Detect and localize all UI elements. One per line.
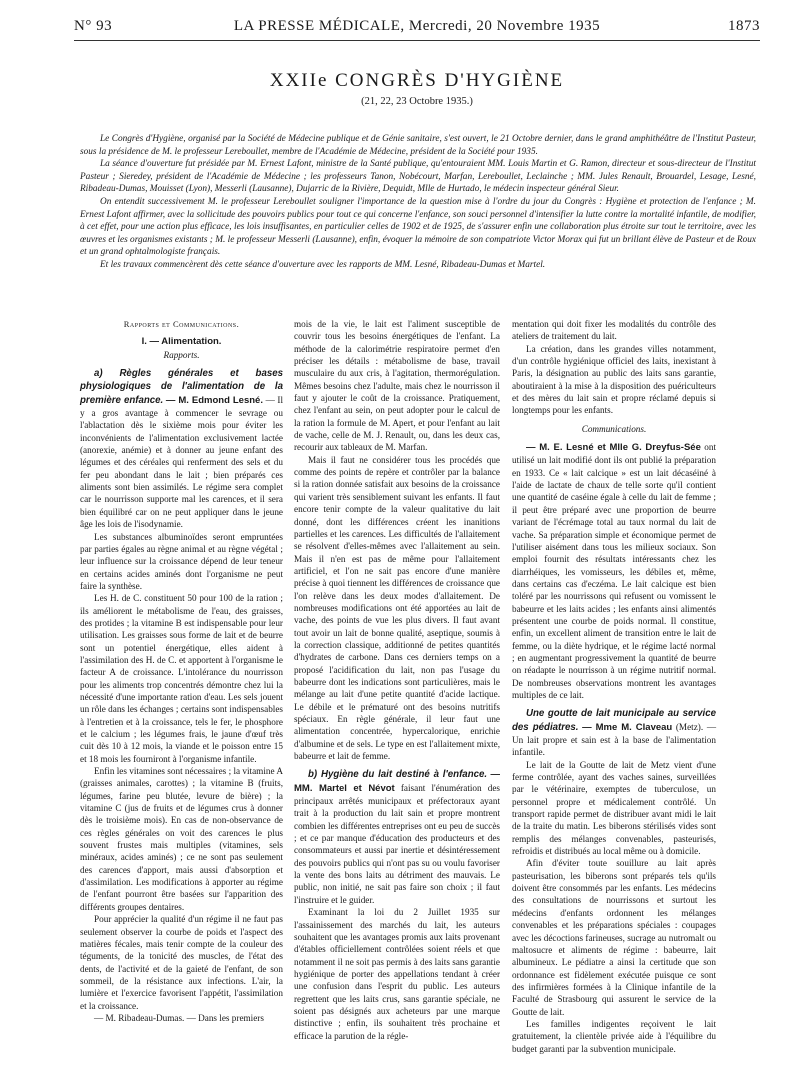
body-paragraph: Les substances albuminoïdes seront empruntées par parties égales au règne animal et au règne végétal ; leur influence sur la croissance dépend de leur teneur en certains acides aminés dont l'organisme ne peut faire la synthèse. — [80, 531, 283, 591]
body-text: faisant l'énumération des principaux arrêtés municipaux et préfectoraux ayant trait à la production du lait sain et propre montrent combien les différentes entreprises ont eu peu de succès ; et ce par manque d'éducation des producteurs et des consommateurs et aussi par inertie et désintéressement des pouvoirs publics qui n'ont pas su ou voulu favoriser la vente des bons laits au détriment des mauvais. Le public, non initié, ne sait pas faire son choix ; il faut l'instruire et le guider. — [294, 782, 500, 905]
intro-paragraph: Et les travaux commencèrent dès cette séance d'ouverture avec les rapports de MM. Lesné, Ribadeau-Dumas et Martel. — [100, 259, 546, 270]
body-paragraph: Enfin les vitamines sont nécessaires ; la vitamine A (graisses animales, carottes) ; la vitamine B (fruits, légumes, farine peu blutée, levure de bière) ; la vitamine C (jus de fruits et de légumes crus à donner dès le troisième mois). En cas de non-observance de ces règles générales on voit des carences le plus souvent frustes mais multiples (vitamines, sels minéraux, acides aminés) ; ce ne sont pas seulement des carences d'apport, mais aussi d'absorption et d'assimilation. Les modifications à apporter au régime de l'enfant pourront être basées sur l'apparition des différents groupes dentaires. — [80, 766, 283, 912]
body-paragraph: Examinant la loi du 2 Juillet 1935 sur l'assainissement des marchés du lait, les auteurs souhaitent que les avantages promis aux laits provenant d'étables officiellement contrôlées soient réels et que notamment il ne soit pas permis à des laits sans garantie hygiénique de porter des appellations tendant à créer une confusion dans l'esprit du public. Les auteurs regrettent que les laits crus, sans garantie spéciale, ne soient pas désignés aux acheteurs par une marque distinctive ; enfin, ils souhaitent très prochaine et efficace la parution de la régle- — [294, 907, 500, 1041]
body-paragraph: Les familles indigentes reçoivent le lait gratuitement, la clientèle privée aide à l'équilibre du budget garanti par la subvention municipale. — [512, 1018, 716, 1054]
body-text: — Un lait propre et sain est à la base de l'alimentation infantile. — [512, 721, 716, 758]
intro-paragraph: On entendit successivement M. le professeur Lereboullet souligner l'importance de la question mise à l'ordre du jour du Congrès : Hygiène et protection de l'enfance ; M. Ernest Lafont affirmer, avec la sollicitude des pouvoirs publics pour tout ce qui concerne l'enfance, son souci personnel d'intensifier la lutte contre la mortalité infantile, de modifier, à cet effet, pour une action plus efficace, les lois insuffisantes, en particulier celles de 1902 et de 1925, de s'assurer enfin une collaboration plus étroite sur tout le territoire, avec les œuvres et les organismes existants ; M. le professeur Messerli (Lausanne), enfin, évoquer la mémoire de son compatriote Victor Morax qui fut un brillant élève de Pasteur et de Roux et un grand ophtalmologiste français. — [80, 196, 756, 258]
subsection-heading: I. — Alimentation. — [141, 336, 222, 348]
body-paragraph: — M. Ribadeau-Dumas. — Dans les premiers — [94, 1012, 264, 1023]
intro-block — [80, 133, 756, 272]
comm2-title: Une goutte de lait municipale au service des pédiatres. — [512, 708, 716, 733]
item-b-heading — [294, 768, 500, 906]
section-heading: Rapports et Communications. — [123, 319, 240, 329]
communication-1 — [512, 441, 716, 701]
comm1-author: — M. E. Lesné et Mlle G. Dreyfus-Sée — [526, 442, 701, 454]
article-title: XXIIe CONGRÈS D'HYGIÈNE — [269, 70, 565, 91]
body-paragraph: Le lait de la Goutte de lait de Metz vient d'une ferme contrôlée, ayant des vaches saines, surveillées par le vétérinaire, exemptes de tuberculose, un personnel propre et médicalement contrôlé. Un transport rapide permet de distribuer avant midi le lait de la traite du matin. Les biberons stérilisés vides sont remplis des mélanges convenables, pasteurisés, refroidis et distribués au local même ou à domicile. — [512, 759, 716, 857]
journal-title: LA PRESSE MÉDICALE, Mercredi, 20 Novembre 1935 — [233, 18, 601, 34]
intro-paragraph: Le Congrès d'Hygiène, organisé par la Société de Médecine publique et de Génie sanitaire, s'est ouvert, le 21 Octobre dernier, dans le grand amphithéâtre de l'Institut Pasteur, sous la présidence de M. le professeur Lereboullet, membre de l'Académie de Médecine, président de la Société pour 1935. — [80, 134, 756, 157]
body-text: — Il y a gros avantage à commencer le sevrage ou l'ablactation dès le sixième mois pour éviter les inconvénients de l'alimentation exclusivement lactée (anorexie, anémie) et à donner au jeune enfant des légumes et des céréales qui renferment des sels et du fer peu abondant dans le lait ; bien préparés ces aliments sont bien assimilés. Le régime sera complet car le nourrisson supporte mal les carences, et il sera bien équilibré car on ne peut appliquer dans le jeune âge les lois de l'isodynamie. — [80, 394, 284, 530]
intro-paragraph: La séance d'ouverture fut présidée par M. Ernest Lafont, ministre de la Santé publique, qu'entouraient MM. Louis Martin et G. Ramon, directeur et sous-directeur de l'Institut Pasteur ; Sieredey, président de l'Académie de Médecine ; les professeurs Tanon, Nobécourt, Marfan, Lereboullet, Leclainche ; MM. Jules Renault, Brouardel, Lesage, Lesné, Ribadeau-Dumas, Mouisset (Lyon), Messerli (Lausanne), Dujarric de la Rivière, Dequidt, Mlle de Hurtado, le médecin inspecteur général Sieur. — [80, 159, 756, 195]
item-a-heading — [80, 367, 283, 530]
subsection-subheading: Rapports. — [163, 349, 200, 360]
header-rule — [74, 40, 760, 41]
body-paragraph: La création, dans les grandes villes notamment, d'un contrôle hygiénique officiel des laits, inexistant à Paris, la désignation au public des laits sans garantie, aboutiraient à la mise à la disposition des puériculteurs et des mères du lait sain et propre réclamé depuis si longtemps pour les enfants. — [512, 343, 716, 416]
item-b-author: — MM. Martel et Névot — [294, 769, 501, 794]
item-b-title: b) Hygiène du lait destiné à l'enfance. — [308, 769, 488, 781]
body-paragraph: Afin d'éviter toute souillure au lait après pasteurisation, les biberons sont préparés tels qu'ils doivent être consommés par les enfants. Les médecins des consultations de nourrissons et surtout les médecins d'enfants ordonnent les mélanges convenables et les préparations spéciales : coupages avec les décoctions farineuses, sucrage au nutromalt ou maltosucre et aliments de régime : babeurre, lait albumineux. Le pédiatre a ainsi la certitude que son ordonnance est fidèlement exécutée puisque ce sont des infirmières formées à la Clinique infantile de la Faculté de Strasbourg qui assurent le service de la Goutte de lait. — [512, 858, 716, 1017]
column-1 — [80, 318, 283, 1024]
body-paragraph: mentation qui doit fixer les modalités du contrôle des ateliers de traitement du lait. — [512, 319, 716, 342]
item-a-title: a) Règles générales et bases physiologiques de l'alimentation de la première enfance. — [80, 368, 283, 406]
body-paragraph: Mais il faut ne considérer tous les procédés que comme des points de repère et contrôler par la balance si la ration donnée satisfait aux besoins de la croissance qui varient très sensiblement suivant les enfants. Il faut encore tenir compte de la valeur qualitative du lait donné, dont les différences créent les inanitions partielles et les carences. Les difficultés de l'allaitement se résolvent d'elles-mêmes avec l'allaitement au sein. Mais il n'en est pas de même pour l'allaitement artificiel, et l'on ne sait pas encore d'une manière précise à quoi tiennent les différences de croissance que l'on relève dans les deux modes d'allaitement. De nombreuses modifications ont été apportées au lait de vache, des points de vue les plus divers. Il faut avant tout avoir un lait de bonne qualité, aseptique, soumis à la correction classique, additionné de petites quantités d'hydrates de carbone. Dans ces derniers temps on a proposé l'acidification du lait, non pas l'usage du babeurre dont les indications sont particulières, mais le mélange au lait d'une petite quantité d'acide lactique. Le débile et le prématuré ont des besoins nutritifs spéciaux. En règle générale, il leur faut une alimentation concentrée, hypercalorique, enrichie d'albumine et de sels. Le type en est l'allaitement mixte, babeurre et lait de femme. — [294, 454, 500, 762]
body-paragraph: Pour apprécier la qualité d'un régime il ne faut pas seulement observer la courbe de poids et l'aspect des matières fécales, mais tenir compte de la couleur des téguments, de la tonicité des muscles, de l'état des dents, de l'activité et de la gaieté de l'enfant, de son sommeil, de la résistance aux infections. L'air, la lumière et l'exercice favorisent l'appétit, l'assimilation et la croissance. — [80, 914, 283, 1011]
communication-2 — [512, 707, 716, 758]
communications-heading: Communications. — [581, 423, 647, 434]
item-a-author: — M. Edmond Lesné. — [165, 394, 263, 406]
column-2 — [294, 318, 500, 1042]
column-3 — [512, 318, 716, 1055]
page-number: 1873 — [728, 18, 760, 34]
body-paragraph: mois de la vie, le lait est l'aliment susceptible de couvrir tous les besoins énergétiques de l'enfant. La méthode de la calorimétrie respiratoire permet d'en préciser les détails : métabolisme de base, travail musculaire du aux cris, à l'agitation, thermorégulation. Mêmes besoins chez l'adulte, mais chez le nourrisson il faut y ajouter le coût de la croissance. Pratiquement, chez l'enfant au sein, on peut adopter pour le calcul de la ration la formule de M. Apert, et pour l'enfant au lait de vache, celle de M. J. Renault, ou, dans les deux cas, recourir aux tableaux de M. Marfan. — [294, 319, 500, 453]
comm2-city: (Metz). — [675, 721, 704, 732]
body-text: ont utilisé un lait modifié dont ils ont publié la préparation en 1933. Ce « lait calcique » est un lait décaséiné à l'aide de lactate de chaux de telle sorte qu'il contient une quantité de caséine égale à celle du lait de femme ; il peut être préparé avec une proportion de beurre variant de l'écrémage total au taux normal du lait de vache. Sa préparation simple et économique permet de l'utiliser aisément dans tous les milieux sociaux. Son emploi fournit des résultats intéressants chez les diarrhéiques, les vomisseurs, les débiles et, même, dans certains cas d'eczéma. Le lait calcique est bien toléré par les nourrissons qui refusent ou vomissent le babeurre et les laits acides ; les enfants ainsi alimentés présentent une courbe de poids normal. Il constitue, enfin, un excellent aliment de transition entre le lait de femme, ou la diète hydrique, et le régime lacté normal ; en augmentant progressivement la quantité de beurre on réadapte le nourrisson à un régime nutritif normal. De nombreuses observations montrent les avantages multiples de ce lait. — [512, 442, 716, 700]
congress-dates: (21, 22, 23 Octobre 1935.) — [361, 96, 473, 107]
body-paragraph: Les H. de C. constituent 50 pour 100 de la ration ; ils améliorent le métabolisme de l'eau, des graisses, des protides ; la vitamine B est indispensable pour leur utilisation. Les graisses sous forme de lait et de beurre sont un potentiel énergétique, elles aident à l'assimilation des H. de C. et apportent à l'organisme le facteur A de croissance. L'intolérance du nourrisson pour les aliments trop concentrés démontre chez lui la nécessité d'une importante ration d'eau. Les sels jouent un rôle dans les échanges ; certains sont indispensables à l'entretien et à la croissance, tels le fer, le phosphore et le calcium ; les légumes frais, le jaune d'œuf très cuit dès 10 à 12 mois, la viande et le poisson entre 15 et 18 mois les fourniront à l'organisme infantile. — [80, 593, 283, 764]
comm2-author: — Mme M. Claveau — [582, 721, 673, 733]
page-header — [74, 18, 760, 40]
issue-number: N° 93 — [74, 18, 113, 34]
